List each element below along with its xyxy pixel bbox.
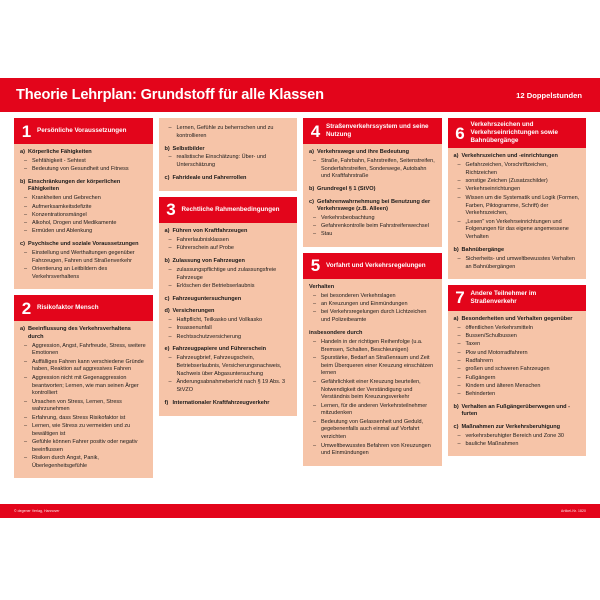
item-label: Grundregel § 1 (StVO) [317,186,376,193]
section-body [159,223,298,416]
list-item: – Wissen um die Systematik und Logik (Formen, Farben, Piktogramme, Schrift) der Verkehrszeichen, [454,195,581,218]
item-label: Einschränkungen der körperlichen Fähigkeiten [28,178,121,193]
section-header-3 [159,197,298,223]
section-title: Andere Teilnehmer im Straßenverkehr [470,289,537,305]
item-heading [165,346,292,353]
bullet-list [165,317,292,341]
item-label: Internationaler Kraftfahrzeugverkehr [172,399,270,406]
item-heading [165,296,292,303]
section-header-1 [14,118,153,144]
item-heading [20,179,147,194]
section-header-7 [448,285,587,311]
list-item: – großen und schweren Fahrzeugen [454,366,581,374]
section-item [165,258,292,291]
list-item: – Risiken durch Angst, Panik, Überlegenheitsgefühle [20,455,147,471]
list-item: – Rechtsschutzversicherung [165,334,292,342]
bullet-list [20,250,147,282]
column-4 [448,118,587,478]
list-item: – Fußgängern [454,375,581,383]
item-heading [165,258,292,265]
item-letter: c) [453,423,459,430]
list-item: – bei besonderen Verkehrslagen [309,293,436,301]
list-item: – Aufmerksamkeitsdefizite [20,204,147,212]
list-item: – Einstellung und Werthaltungen gegenüber Fahrzeugen, Fahren und Straßenverkehr [20,250,147,266]
list-item: – Pkw und Motorradfahrern [454,350,581,358]
section-title: Persönliche Voraussetzungen [37,126,127,134]
section-item [165,308,292,341]
item-label: Selbstbilder [172,145,205,152]
section-number: 1 [21,121,32,141]
section-header-4 [303,118,442,144]
section-item [165,228,292,253]
section-item [165,175,292,182]
list-item: – öffentlichen Verkehrsmitteln [454,325,581,333]
item-label: Körperliche Fähigkeiten [28,149,92,155]
section-body [303,279,442,466]
list-item: – Fahrzeugbrief, Fahrzeugschein, Betriebserlaubnis, Versicherungsnachweis, Nachweis über Abgasuntersuchung [165,355,292,378]
item-letter: a) [20,326,25,333]
section-block-1 [14,118,153,289]
item-letter: b) [453,246,459,253]
item-label: Beeinflussung des Verkehrsverhaltens durch [28,326,131,340]
item-heading [165,175,292,182]
bullet-list [309,215,436,239]
item-letter: b) [453,404,459,410]
footer-copyright: © degener Verlag, Hannover [14,509,60,513]
list-item: – verkehrsberuhigter Bereich und Zone 30 [454,433,581,441]
bullet-list [165,355,292,394]
list-item: – bei Verkehrsregelungen durch Lichtzeichen und Polizeibeamte [309,309,436,325]
list-item: – Gefühle können Fahrer positiv oder negativ beeinflussen [20,439,147,455]
list-item: – Erlöschen der Betriebserlaubnis [165,283,292,291]
list-item: – Handeln in der richtigen Reihenfolge (u.a. Bremsen, Schalten, Beschleunigen) [309,339,436,355]
list-item: – Taxen [454,341,581,349]
list-item: – an Kreuzungen und Einmündungen [309,301,436,309]
section-item [309,149,436,181]
footer-bar [0,504,600,518]
section-item [309,284,436,325]
list-item: – Behinderten [454,391,581,399]
list-item: – „Lesen" von Verkehrseinrichtungen und Folgerungen für das eigene angemessene Verhalten [454,219,581,242]
section-block-7 [448,285,587,456]
bullet-list [165,267,292,291]
list-item: – bauliche Maßnahmen [454,441,581,449]
section-body [14,144,153,289]
list-item: – Alkohol, Drogen und Medikamente [20,220,147,228]
list-item: – Auffälliges Fahren kann verschiedene Gründe haben, Reaktion auf aggressives Fahren [20,359,147,375]
item-label: Gefahrenwahrnehmung bei Benutzung der Verkehrswege (z.B. Alleen) [317,198,431,213]
section-title: Straßenverkehrssystem und seine Nutzung [326,122,429,138]
bullet-list [454,433,581,449]
section-title: Rechtliche Rahmenbedingungen [181,205,280,213]
item-label: Versicherungen [172,308,215,315]
item-letter: b) [164,257,170,264]
list-item: – realistische Einschätzung: Über- und Unterschätzung [165,154,292,170]
columns-container [14,118,586,478]
item-heading [309,186,436,193]
list-item: – Bedeutung von Gesundheit und Fitness [20,166,147,174]
list-item: – Radfahrern [454,358,581,366]
section-number: 5 [310,256,321,276]
bullet-list [20,343,147,471]
item-heading [20,149,147,156]
section-body [448,148,587,279]
list-item: – Kindern und älteren Menschen [454,383,581,391]
list-item: – Fahrerlaubnisklassen [165,237,292,245]
section-item [20,149,147,174]
list-item: – Sicherheits- und umweltbewusstes Verhalten an Bahnübergängen [454,256,581,272]
section-item [20,241,147,282]
list-item: – Sehfähigkeit - Sehtest [20,158,147,166]
list-item: – Bussen/Schulbussen [454,333,581,341]
list-item: – Erfahrung, dass Stress Risikofaktor ist [20,415,147,423]
list-item: – zulassungspflichtige und zulassungsfreie Fahrzeuge [165,267,292,283]
item-letter: c) [20,241,25,248]
item-letter: b) [309,186,315,193]
item-label: Fahrzeuguntersuchungen [172,295,242,302]
section-item [454,424,581,449]
list-item: – Aggression nicht mit Gegenaggression beantworten; Lernen, wie man seinen Ärger kontrolliert [20,375,147,398]
bullet-list [309,293,436,325]
section-number: 3 [166,200,176,220]
section-block-4 [303,118,442,247]
item-heading [454,424,581,431]
item-heading [309,199,436,214]
list-item: – Orientierung an Leitbildern des Verkehrsverhaltens [20,266,147,282]
item-letter: a) [309,149,314,155]
list-item: – Spurstärke, Bedarf an Straßenraum und Zeit beim Überqueren einer Kreuzung einschätzen lernen [309,355,436,378]
section-header-6 [448,118,587,148]
section-item [454,247,581,271]
list-item: – Umweltbewusstes Befahren von Kreuzungen und Einmündungen [309,443,436,459]
column-1 [14,118,153,478]
section-item [454,404,581,419]
section-block-3 [159,197,298,416]
item-letter: a) [164,227,170,234]
list-item: – Haftpflicht, Teilkasko und Vollkasko [165,317,292,325]
item-label: Fahrideale und Fahrerrollen [172,175,247,182]
item-label: Verhalten an Fußgängerüberwegen und -furten [461,404,570,418]
section-header-5 [303,253,442,279]
item-label: Besonderheiten und Verhalten gegenüber [461,315,573,322]
section-item [165,296,292,303]
section-body [159,118,298,191]
item-heading [454,153,581,160]
list-item: – sonstige Zeichen (Zusatzschilder) [454,178,581,186]
item-letter: a) [20,149,25,155]
item-letter: b) [20,178,26,185]
item-heading [165,228,292,235]
section-body [303,144,442,247]
section-number: 2 [21,298,32,318]
list-item: – Gefährlichkeit einer Kreuzung beurteilen, Notwendigkeit der Verständigung und Verständnis beim Kreuzungsverkehr [309,379,436,402]
list-item: – Änderungsabnahmebericht nach § 19 Abs. 3 StVZO [165,379,292,395]
bullet-list [454,162,581,242]
section-item [454,316,581,399]
list-item: – Führerschein auf Probe [165,245,292,253]
list-item: – Ursachen von Stress, Lernen, Stress wahrzunehmen [20,399,147,415]
item-letter: b) [164,145,170,152]
item-heading [454,316,581,323]
item-label: Psychische und soziale Voraussetzungen [28,241,139,248]
list-item: – Gefahrzeichen, Vorschriftzeichen, Richtzeichen [454,162,581,178]
item-label: Verkehrswege und ihre Bedeutung [317,149,410,155]
section-block-continued-2 [159,118,298,191]
bullet-list [165,237,292,253]
list-item: – Krankheiten und Gebrechen [20,195,147,203]
list-item: – Aggression, Angst, Fahrfreude, Stress, weitere Emotionen [20,343,147,359]
bullet-list [454,325,581,399]
list-item: – Verkehrseinrichtungen [454,186,581,194]
section-item [454,153,581,242]
section-title: Vorfahrt und Verkehrsregelungen [326,261,426,269]
list-item: – Konzentrationsmängel [20,212,147,220]
item-label: Verkehrszeichen und -einrichtungen [461,153,558,160]
list-item: – Insassenunfall [165,325,292,333]
item-heading [165,146,292,153]
item-heading [20,241,147,248]
section-item [165,400,292,407]
list-item: – Lernen, wie Stress zu vermeiden und zu bewältigen ist [20,423,147,439]
section-title: Verkehrszeichen und Verkehrseinrichtungen sowie Bahnübergänge [470,121,558,145]
list-item: – Lernen, für die anderen Verkehrsteilnehmer mitzudenken [309,403,436,419]
section-item [20,179,147,236]
section-item [20,326,147,471]
item-heading [20,326,147,341]
section-block-5 [303,253,442,466]
column-3 [303,118,442,478]
item-letter: c) [164,295,170,302]
header-bar [0,78,600,112]
item-letter: f) [164,399,169,406]
item-letter: e) [164,346,170,353]
bullet-list [20,195,147,236]
item-label: insbesondere durch [309,329,363,336]
section-item [309,330,436,458]
header-hours-badge: 12 Doppelstunden [516,90,582,100]
section-title: Risikofaktor Mensch [37,304,99,312]
section-item [309,199,436,240]
list-item: – Lernen, Gefühle zu beherrschen und zu kontrollieren [165,125,292,141]
section-item [165,346,292,394]
item-letter: c) [164,175,170,182]
bullet-list [165,125,292,141]
section-number: 7 [455,288,465,308]
bullet-list [20,158,147,174]
item-label: Zulassung von Fahrzeugen [172,257,245,264]
section-block-6 [448,118,587,279]
list-item: – Ermüden und Ablenkung [20,228,147,236]
list-item: – Gefahrenkontrolle beim Fahrstreifenwechsel [309,223,436,231]
item-letter: a) [453,153,459,160]
bullet-list [165,154,292,170]
item-label: Fahrzeugpapiere und Führerschein [172,346,267,353]
section-header-2 [14,295,153,321]
item-label: Maßnahmen zur Verkehrsberuhigung [461,423,561,430]
item-label: Führen von Kraftfahrzeugen [172,227,248,234]
item-heading [309,149,436,156]
item-heading [454,247,581,254]
section-body [14,321,153,478]
section-number: 4 [310,121,321,141]
list-item: – Straße, Fahrbahn, Fahrstreifen, Seitenstreifen, Sonderfahrstreifen, Sonderwege, Autobahn und Kraftfahrstraße [309,158,436,181]
list-item: – Verkehrsbeobachtung [309,215,436,223]
footer-article-number: Artikel-Nr. 1820 [561,509,586,513]
section-body [448,311,587,456]
section-item [165,125,292,141]
list-item: – Bedeutung von Gelassenheit und Geduld, gegebenenfalls auch einmal auf Vorfahrt verzichten [309,419,436,442]
item-heading [454,404,581,419]
item-letter: c) [309,198,314,205]
bullet-list [309,158,436,181]
item-heading [165,308,292,315]
list-item: – Stau [309,231,436,239]
section-block-2 [14,295,153,478]
bullet-list [454,256,581,272]
section-item [165,146,292,170]
item-letter: d) [164,308,170,315]
item-label: Verhalten [309,283,335,290]
item-heading [165,400,292,407]
section-number: 6 [455,123,465,143]
column-2 [159,118,298,478]
item-letter: a) [453,315,459,322]
section-item [309,186,436,193]
item-label: Bahnübergänge [461,246,505,253]
bullet-list [309,339,436,458]
page-title: Theorie Lehrplan: Grundstoff für alle Klassen [16,87,324,103]
